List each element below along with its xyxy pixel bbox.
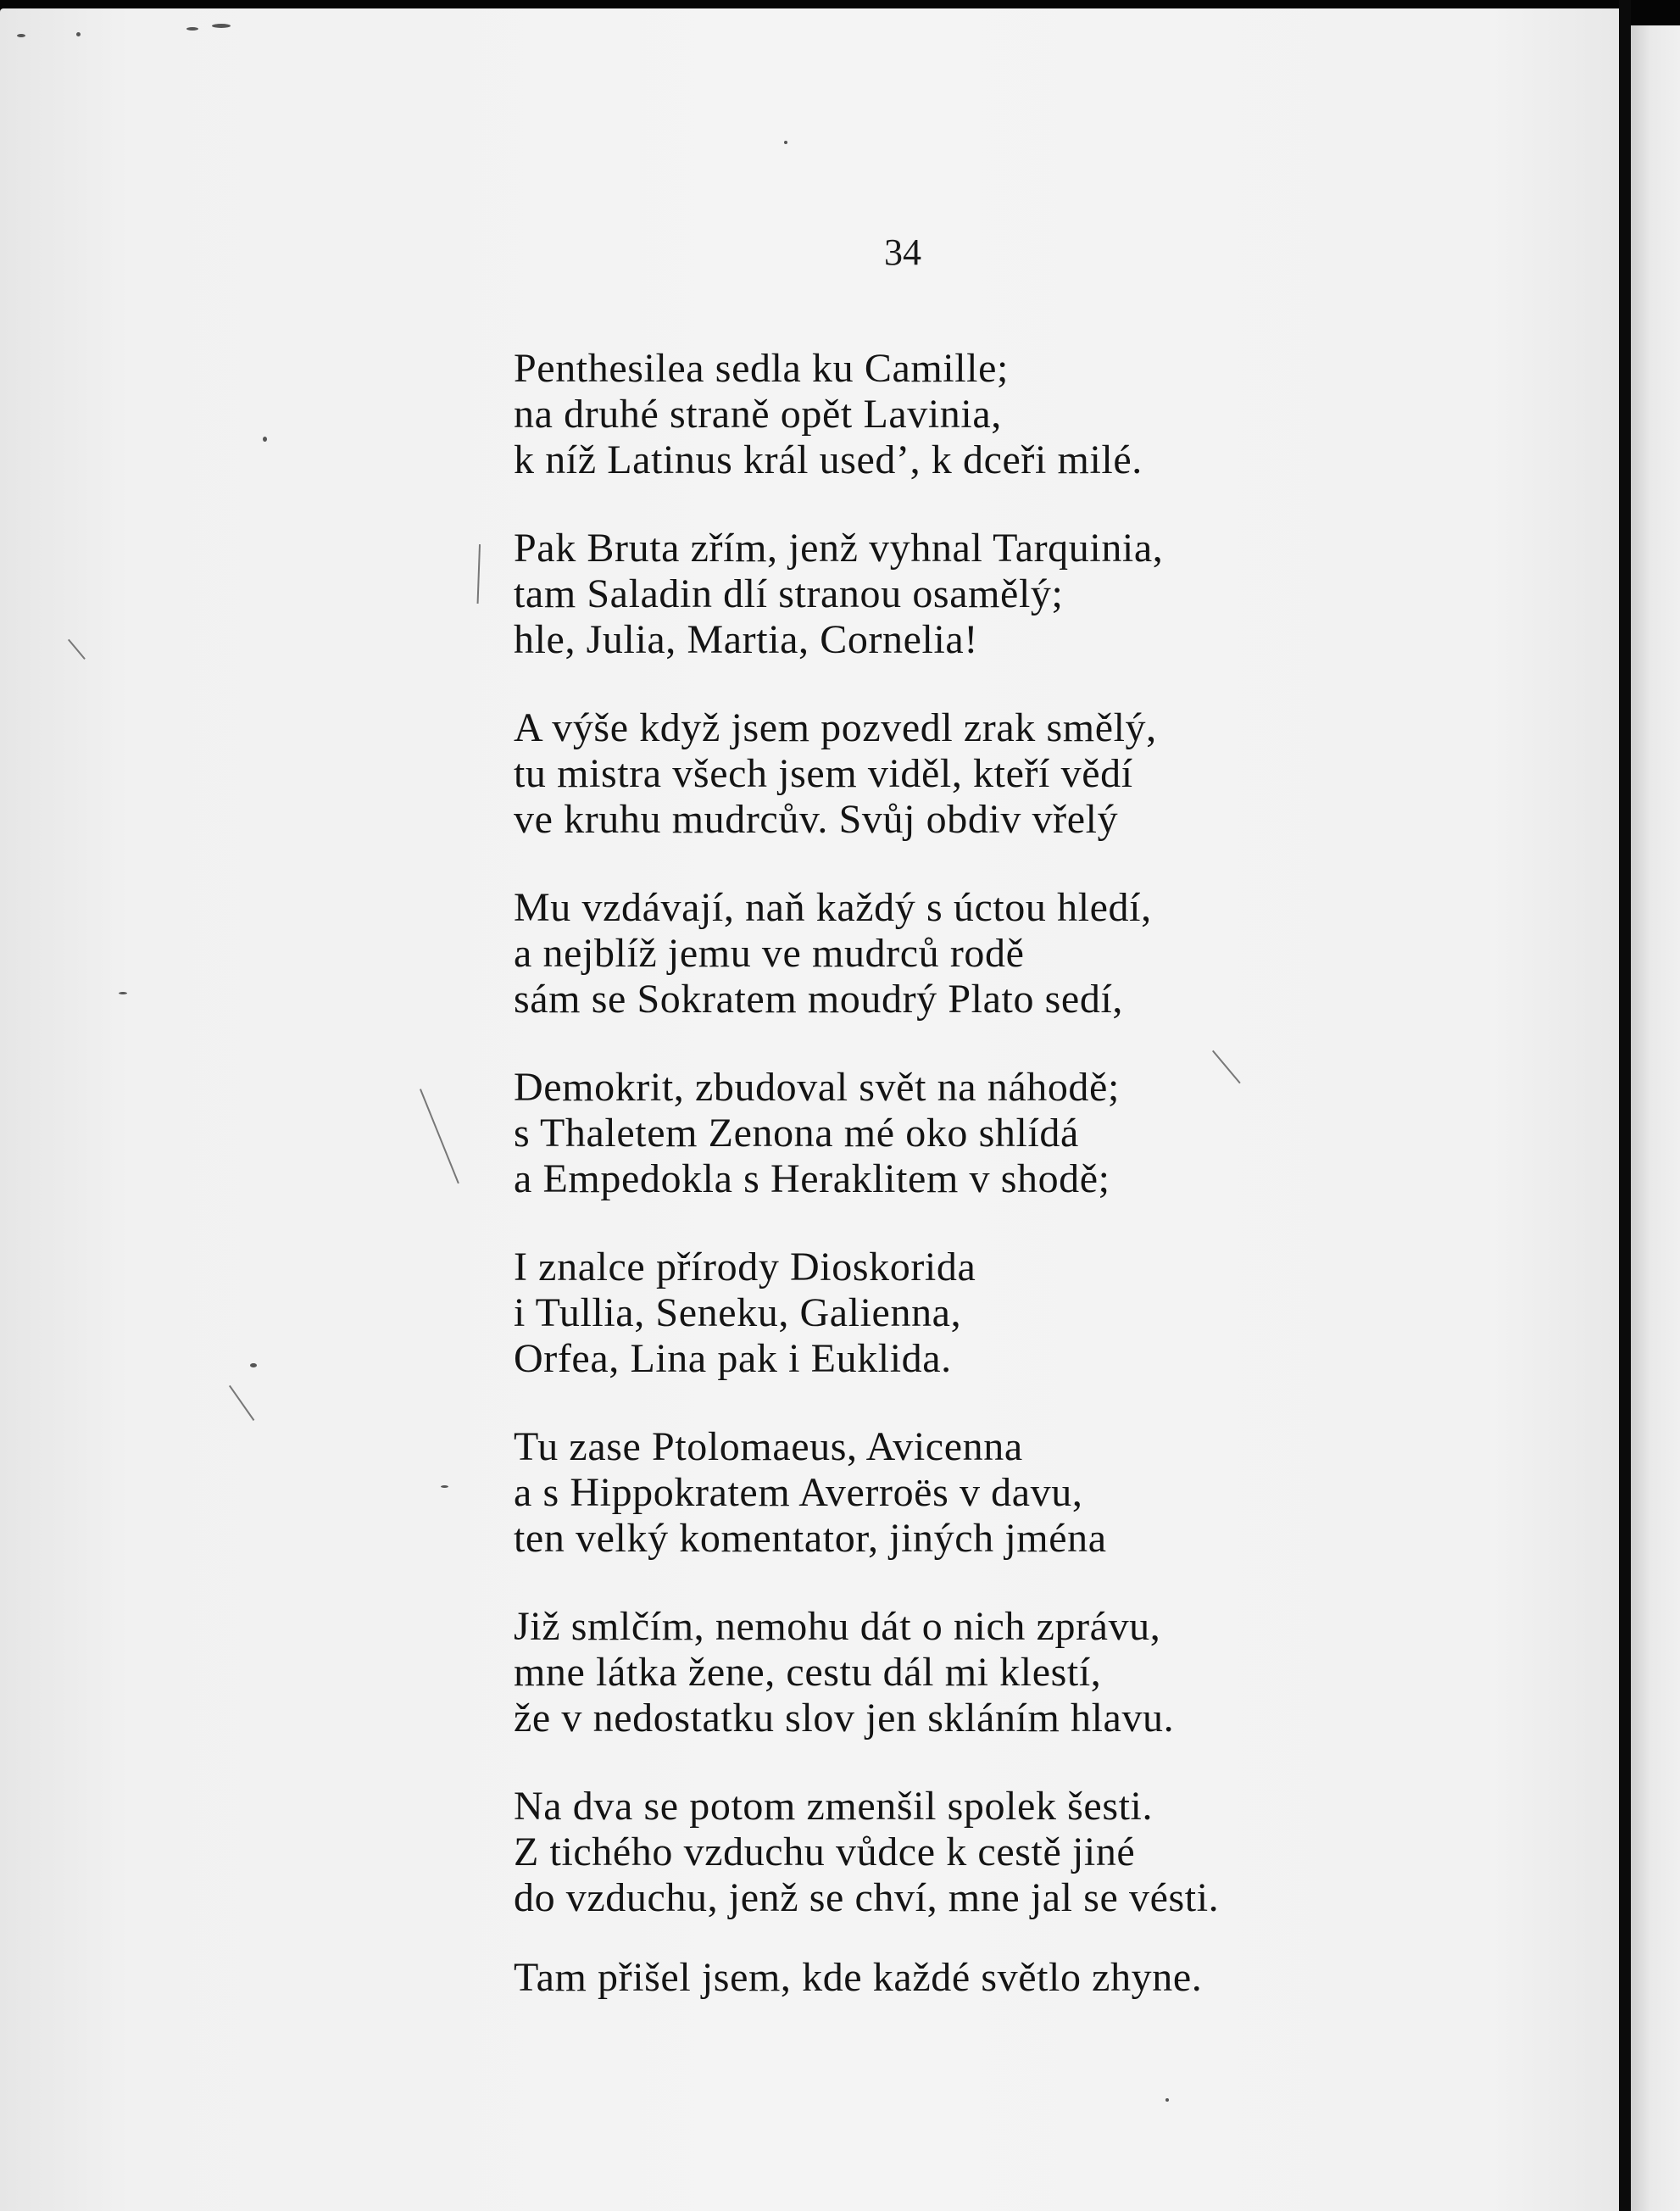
verse-line: k níž Latinus král used’, k dceři milé.	[514, 437, 1143, 482]
stanza	[514, 526, 1361, 663]
scan-scratch	[229, 1385, 254, 1421]
scan-scratch	[477, 544, 481, 604]
verse-line: Orfea, Lina pak i Euklida.	[514, 1336, 952, 1381]
verse-line: na druhé straně opět Lavinia,	[514, 392, 1002, 437]
verse-line: Demokrit, zbudoval svět na náhodě;	[514, 1065, 1120, 1110]
verse-line: Mu vzdávají, naň každý s úctou hledí,	[514, 885, 1152, 930]
scan-speck	[250, 1363, 257, 1367]
poem-text	[514, 346, 1361, 2001]
verse-line: že v nedostatku slov jen skláním hlavu.	[514, 1696, 1175, 1740]
verse-line: i Tullia, Seneku, Galienna,	[514, 1290, 962, 1335]
verse-line: tu mistra všech jsem viděl, kteří vědí	[514, 751, 1133, 796]
verse-line: Tam přišel jsem, kde každé světlo zhyne.	[514, 1955, 1203, 2000]
stanza	[514, 1245, 1361, 1382]
scan-speck	[1165, 2098, 1169, 2102]
verse-line: Na dva se potom zmenšil spolek šesti.	[514, 1784, 1154, 1829]
page-number: 34	[884, 231, 921, 273]
verse-line: do vzduchu, jenž se chví, mne jal se vésti.	[514, 1875, 1220, 1920]
verse-line: a nejblíž jemu ve mudrců rodě	[514, 931, 1025, 976]
verse-line: hle, Julia, Martia, Cornelia!	[514, 617, 978, 662]
verse-line: Tu zase Ptolomaeus, Avicenna	[514, 1424, 1023, 1469]
scan-scratch	[68, 639, 86, 660]
stanza	[514, 346, 1361, 483]
verse-line: I znalce přírody Dioskorida	[514, 1245, 976, 1289]
verse-line: mne látka žene, cestu dál mi klestí,	[514, 1650, 1102, 1695]
scan-speck	[186, 27, 198, 31]
scan-speck	[441, 1485, 448, 1488]
verse-line: A výše když jsem pozvedl zrak smělý,	[514, 705, 1157, 750]
page-sheet	[0, 8, 1619, 2211]
stanza	[514, 1065, 1361, 1202]
page-gutter-shadow	[1619, 0, 1631, 2211]
scan-speck	[17, 34, 25, 37]
stanza	[514, 705, 1361, 843]
verse-line: sám se Sokratem moudrý Plato sedí,	[514, 977, 1123, 1022]
verse-line: Již smlčím, nemohu dát o nich zprávu,	[514, 1604, 1161, 1649]
stanza	[514, 1955, 1361, 2001]
facing-page-edge	[1631, 25, 1680, 2211]
verse-line: Pak Bruta zřím, jenž vyhnal Tarquinia,	[514, 526, 1164, 571]
verse-line: Penthesilea sedla ku Camille;	[514, 346, 1009, 391]
scan-scratch	[420, 1089, 459, 1183]
scan-speck	[212, 24, 231, 28]
verse-line: Z tichého vzduchu vůdce k cestě jiné	[514, 1830, 1136, 1874]
verse-line: tam Saladin dlí stranou osamělý;	[514, 571, 1064, 616]
stanza	[514, 1784, 1361, 1921]
stanza	[514, 1424, 1361, 1562]
verse-line: a s Hippokratem Averroës v davu,	[514, 1470, 1083, 1515]
scan-speck	[119, 992, 127, 994]
stanza	[514, 1604, 1361, 1741]
verse-line: s Thaletem Zenona mé oko shlídá	[514, 1111, 1079, 1156]
scan-speck	[784, 141, 787, 144]
verse-line: ve kruhu mudrcův. Svůj obdiv vřelý	[514, 797, 1119, 842]
stanza	[514, 885, 1361, 1022]
verse-line: a Empedokla s Heraklitem v shodě;	[514, 1156, 1110, 1201]
verse-line: ten velký komentator, jiných jména	[514, 1516, 1107, 1561]
scan-speck	[76, 32, 81, 36]
scan-speck	[263, 437, 267, 442]
